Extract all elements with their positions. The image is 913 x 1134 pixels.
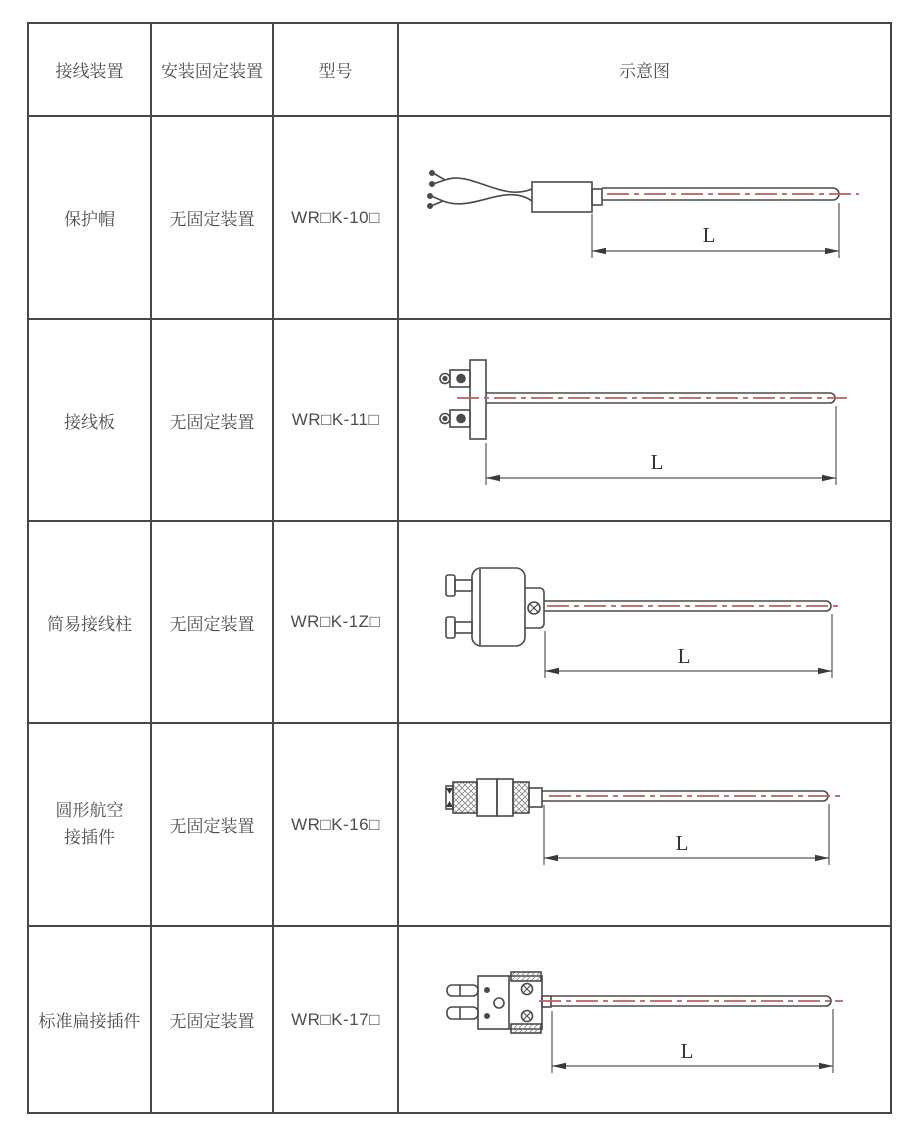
header-wiring-device: 接线装置 <box>28 23 151 116</box>
schematic-cell <box>398 723 891 926</box>
device-cell: 接线板 <box>28 319 151 521</box>
terminal-board-schematic-icon <box>399 321 888 519</box>
schematic-cell <box>398 521 891 723</box>
standard-flat-connector-schematic-icon <box>399 928 888 1111</box>
header-model: 型号 <box>273 23 398 116</box>
simple-binding-post-schematic-icon <box>399 523 888 721</box>
model-cell: WR□K-1Z□ <box>273 521 398 723</box>
header-row <box>28 23 891 116</box>
table-row <box>28 723 891 926</box>
device-label: 圆形航空接插件 <box>55 801 124 847</box>
mounting-cell: 无固定装置 <box>151 116 273 319</box>
table-row <box>28 521 891 723</box>
header-mounting-device: 安装固定装置 <box>151 23 273 116</box>
device-cell: 保护帽 <box>28 116 151 319</box>
device-cell: 简易接线柱 <box>28 521 151 723</box>
dimension-label: L <box>675 831 689 855</box>
circular-aviation-connector-schematic-icon <box>399 725 888 924</box>
mounting-cell: 无固定装置 <box>151 723 273 926</box>
thermocouple-spec-table <box>27 22 892 1114</box>
dimension-label: L <box>650 450 664 474</box>
schematic-cell <box>398 319 891 521</box>
schematic-cell <box>398 116 891 319</box>
model-cell: WR□K-10□ <box>273 116 398 319</box>
dimension-label: L <box>677 644 691 668</box>
model-cell: WR□K-16□ <box>273 723 398 926</box>
table-row <box>28 926 891 1113</box>
table-row <box>28 319 891 521</box>
schematic-cell <box>398 926 891 1113</box>
mounting-cell: 无固定装置 <box>151 319 273 521</box>
dimension-label: L <box>702 223 716 247</box>
mounting-cell: 无固定装置 <box>151 926 273 1113</box>
device-cell <box>28 723 151 926</box>
dimension-label: L <box>680 1039 694 1063</box>
device-cell: 标准扁接插件 <box>28 926 151 1113</box>
model-cell: WR□K-17□ <box>273 926 398 1113</box>
header-schematic: 示意图 <box>398 23 891 116</box>
table-row <box>28 116 891 319</box>
model-cell: WR□K-11□ <box>273 319 398 521</box>
mounting-cell: 无固定装置 <box>151 521 273 723</box>
protective-cap-schematic-icon <box>399 118 888 317</box>
